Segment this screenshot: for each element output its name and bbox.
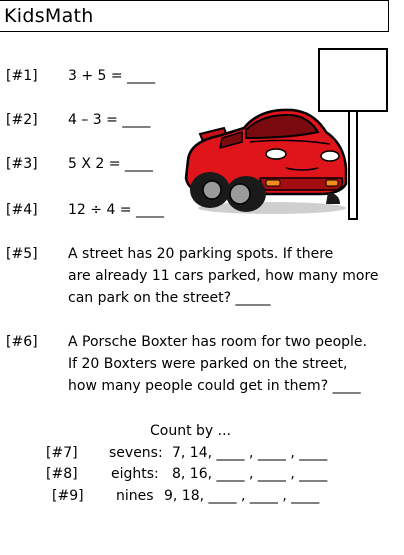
car-fog-light-right (326, 180, 338, 186)
car-headlight-left (266, 149, 286, 159)
page-title: KidsMath (4, 5, 94, 27)
count-by-heading: Count by ... (150, 423, 231, 439)
red-car-illustration (180, 98, 350, 216)
car-front-hubcap (230, 184, 250, 204)
problem-text: 3 + 5 = ____ (68, 68, 156, 84)
car-fog-light-left (266, 180, 280, 186)
word-problem-text (68, 331, 367, 397)
word-problem-line: A street has 20 parking spots. If there (68, 246, 334, 262)
word-problem-line: If 20 Boxters were parked on the street, (68, 356, 348, 372)
problem-number: [#8] (46, 466, 78, 482)
problem-text: 12 ÷ 4 = ____ (68, 202, 164, 218)
page-header (0, 0, 389, 32)
problem-number: [#4] (6, 202, 38, 218)
problem-number: [#3] (6, 156, 38, 172)
word-problem-line: can park on the street? _____ (68, 290, 271, 306)
problem-number: [#1] (6, 68, 38, 84)
car-right-wheel (326, 192, 340, 204)
problem-number: [#5] (6, 246, 38, 262)
problem-text: 4 – 3 = ____ (68, 112, 151, 128)
problem-number: [#9] (52, 488, 84, 504)
car-rear-hubcap (203, 181, 221, 199)
word-problem-line: are already 11 cars parked, how many more (68, 268, 379, 284)
word-problem-line: how many people could get in them? ____ (68, 378, 361, 394)
count-by-label: nines (116, 488, 154, 504)
word-problem-line: A Porsche Boxter has room for two people. (68, 334, 367, 350)
count-by-sequence: 7, 14, ____ , ____ , ____ (172, 445, 328, 461)
count-by-label: sevens: (109, 445, 163, 461)
car-headlight-right (321, 151, 339, 161)
count-by-label: eights: (111, 466, 159, 482)
problem-text: 5 X 2 = ____ (68, 156, 153, 172)
problem-number: [#2] (6, 112, 38, 128)
count-by-sequence: 8, 16, ____ , ____ , ____ (172, 466, 328, 482)
problem-number: [#6] (6, 334, 38, 350)
count-by-sequence: 9, 18, ____ , ____ , ____ (164, 488, 320, 504)
problem-number: [#7] (46, 445, 78, 461)
word-problem-text (68, 243, 379, 309)
